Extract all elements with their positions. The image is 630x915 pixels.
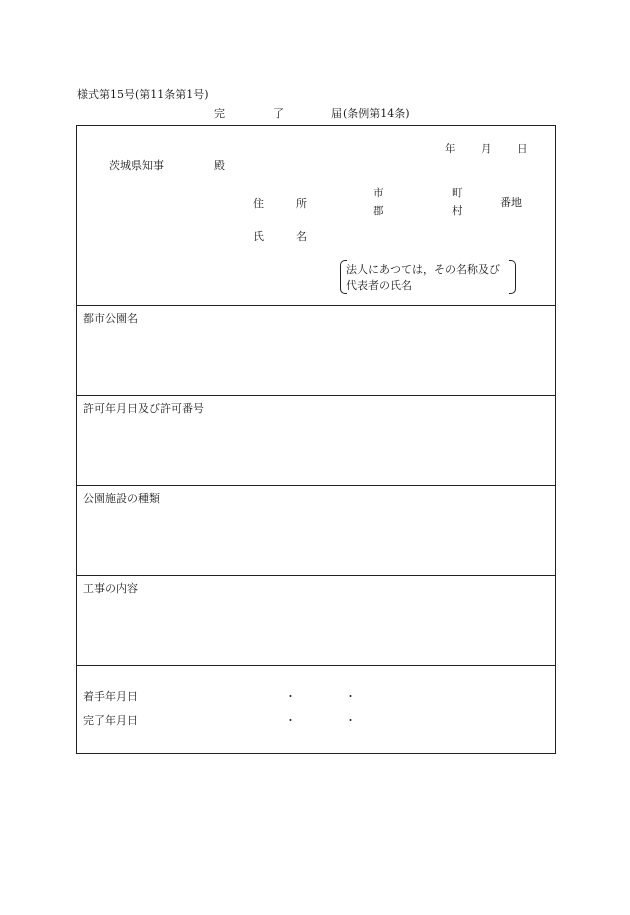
name-label-1: 氏 bbox=[253, 230, 264, 243]
corporate-note bbox=[340, 260, 516, 294]
completion-date-dot-2: ・ bbox=[345, 714, 356, 727]
corporate-note-line1: 法人にあつては，その名称及び bbox=[346, 263, 500, 276]
title-char-3: 届 bbox=[331, 107, 342, 120]
title-char-1: 完 bbox=[214, 107, 225, 120]
banchi: 番地 bbox=[500, 196, 522, 209]
date-day: 日 bbox=[517, 143, 528, 155]
permit-label: 許可年月日及び許可番号 bbox=[83, 402, 204, 415]
bracket-right bbox=[509, 260, 516, 294]
city-lower: 郡 bbox=[373, 205, 384, 217]
addressee: 茨城県知事 bbox=[109, 159, 164, 172]
work-content-section bbox=[77, 575, 555, 665]
town-upper: 町 bbox=[452, 187, 463, 199]
permit-section bbox=[77, 395, 555, 485]
park-name-label: 都市公園名 bbox=[83, 312, 138, 325]
title-char-2: 了 bbox=[273, 107, 284, 120]
start-date-dot-2: ・ bbox=[345, 690, 356, 703]
facility-type-section bbox=[77, 485, 555, 575]
completion-date-label: 完了年月日 bbox=[83, 714, 138, 727]
park-name-section bbox=[77, 305, 555, 395]
dates-section bbox=[77, 665, 555, 753]
date-month: 月 bbox=[481, 143, 492, 155]
name-label-2: 名 bbox=[296, 230, 307, 243]
completion-date-dot-1: ・ bbox=[285, 714, 296, 727]
city-upper: 市 bbox=[373, 187, 384, 199]
honorific: 殿 bbox=[214, 159, 225, 172]
start-date-dot-1: ・ bbox=[285, 690, 296, 703]
form-number: 様式第15号(第11条第1号) bbox=[77, 88, 209, 101]
facility-type-label: 公園施設の種類 bbox=[83, 492, 160, 505]
date-year: 年 bbox=[445, 143, 456, 155]
address-label-2: 所 bbox=[296, 197, 307, 210]
form-box bbox=[76, 125, 556, 754]
address-label-1: 住 bbox=[253, 197, 264, 210]
start-date-label: 着手年月日 bbox=[83, 690, 138, 703]
work-content-label: 工事の内容 bbox=[83, 582, 138, 595]
corporate-note-line2: 代表者の氏名 bbox=[346, 279, 412, 292]
town-lower: 村 bbox=[452, 205, 463, 217]
title-note: (条例第14条) bbox=[343, 107, 410, 120]
